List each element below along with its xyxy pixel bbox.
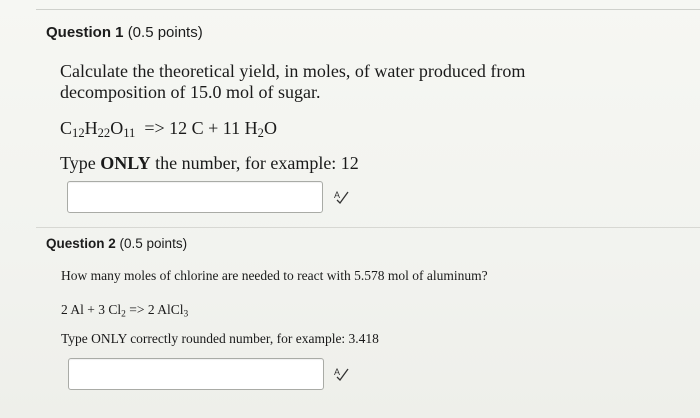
question-1-answer-input[interactable] — [67, 181, 323, 213]
question-2-points: (0.5 points) — [119, 236, 188, 251]
hint-suffix: the number, for example: 12 — [150, 153, 359, 173]
equation-arrow: => 2 AlCl — [125, 302, 184, 317]
question-divider — [36, 227, 700, 228]
question-1-prompt: Calculate the theoretical yield, in moles, of water produced from decomposition of 15.0 mol of sugar. — [60, 61, 526, 102]
question-1-header — [46, 24, 203, 41]
hint-prefix: Type — [60, 153, 101, 173]
c-subscript: 12 — [72, 126, 85, 141]
alcl-subscript: 3 — [183, 309, 189, 320]
question-1-equation: $C_{12}H_{22}O_{11} => 12$ C + 11 $H_2O$ — [60, 118, 277, 141]
spellcheck-icon[interactable] — [333, 365, 349, 381]
equation-lhs: 2 Al + 3 Cl — [61, 302, 122, 317]
o-subscript: 11 — [123, 126, 136, 141]
question-1-hint — [60, 153, 359, 174]
svg-text:A: A — [334, 190, 341, 200]
question-1-points: (0.5 points) — [127, 24, 203, 41]
question-2-equation — [61, 302, 188, 318]
top-divider — [36, 9, 700, 10]
question-2-hint: Type ONLY correctly rounded number, for example: 3.418 — [61, 331, 379, 346]
question-2-title: Question 2 — [46, 236, 116, 251]
question-2-prompt: How many moles of chlorine are needed to react with 5.578 mol of aluminum? — [61, 268, 488, 283]
svg-text:A: A — [334, 367, 341, 377]
question-2-header — [46, 236, 187, 251]
equation-tail: O — [263, 118, 277, 138]
hint-bold: ONLY — [100, 153, 151, 173]
h2-subscript: 2 — [257, 126, 264, 141]
equation-rhs: => 12 C + 11 H — [144, 118, 258, 138]
cl-subscript: 2 — [121, 309, 126, 320]
h-subscript: 22 — [97, 126, 111, 141]
question-2-answer-input[interactable] — [68, 358, 324, 390]
spellcheck-icon[interactable] — [333, 188, 349, 204]
question-1-title: Question 1 — [46, 24, 124, 41]
